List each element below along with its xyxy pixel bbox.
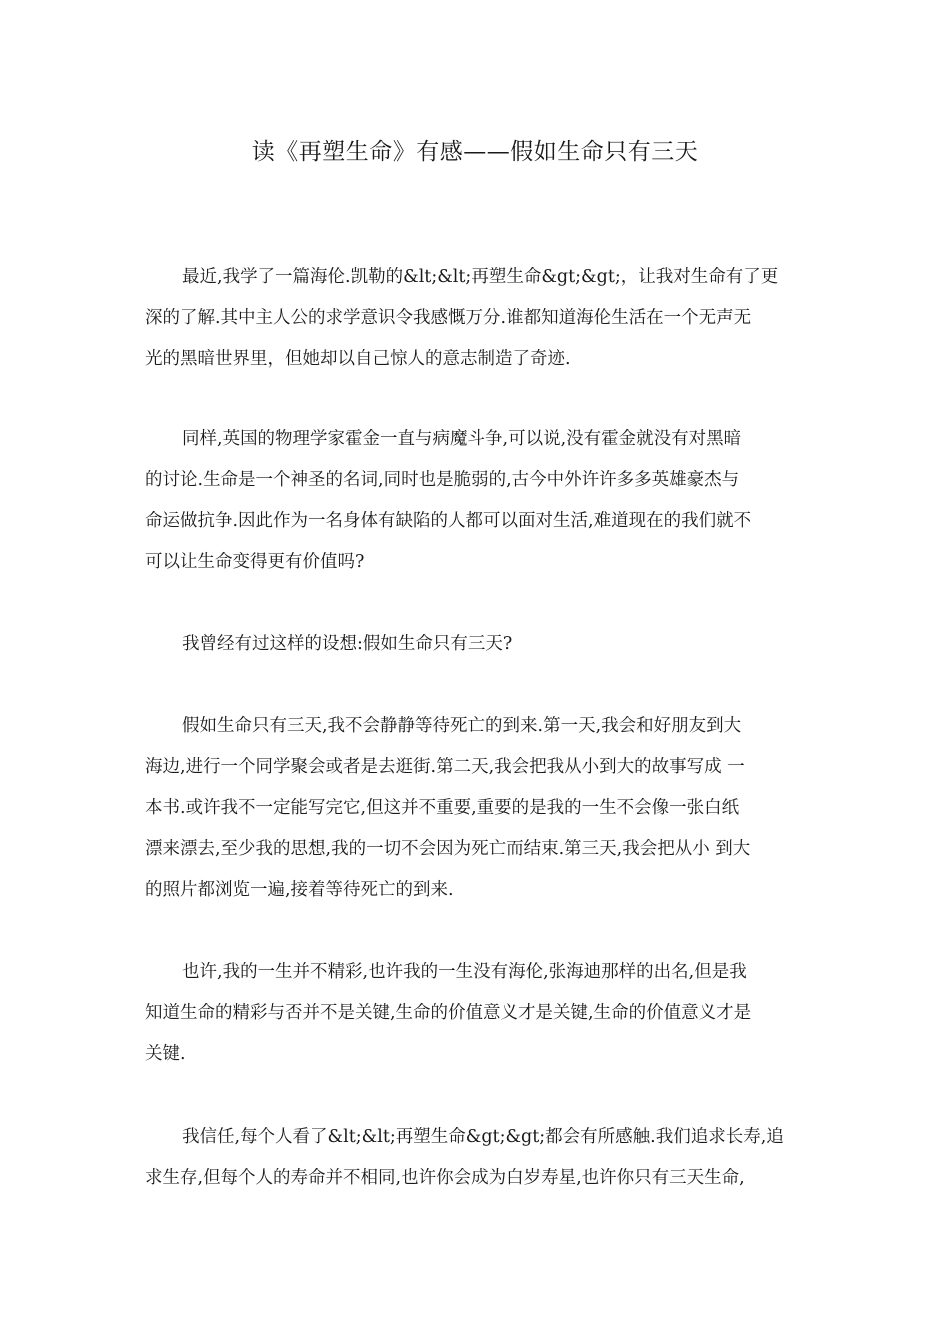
paragraph-line: 最近,我学了一篇海伦.凯勒的&lt;&lt;再塑生命&gt;&gt;，让我对生命有了更 <box>182 267 779 287</box>
paragraph-line: 本书.或许我不一定能写完它,但这并不重要,重要的是我的一生不会像一张白纸 <box>145 798 740 818</box>
paragraph-line: 海边,进行一个同学聚会或者是去逛街.第二天,我会把我从小到大的故事写成 一 <box>145 757 745 777</box>
paragraph-line: 的照片都浏览一遍,接着等待死亡的到来. <box>145 880 454 900</box>
paragraph-line: 假如生命只有三天,我不会静静等待死亡的到来.第一天,我会和好朋友到大 <box>182 716 742 736</box>
paragraph-line: 求生存,但每个人的寿命并不相同,也许你会成为白岁寿星,也许你只有三天生命, <box>145 1168 745 1188</box>
paragraph-line: 光的黑暗世界里，但她却以自己惊人的意志制造了奇迹. <box>145 349 571 369</box>
paragraph-line: 同样,英国的物理学家霍金一直与病魔斗争,可以说,没有霍金就没有对黑暗 <box>182 429 742 449</box>
document-title: 读《再塑生命》有感——假如生命只有三天 <box>251 139 699 165</box>
paragraph-6 <box>145 1117 810 1199</box>
paragraph-3 <box>145 624 810 665</box>
paragraph-line: 关键. <box>145 1044 186 1064</box>
paragraph-line: 知道生命的精彩与否并不是关键,生命的价值意义才是关键,生命的价值意义才是 <box>145 1003 752 1023</box>
paragraph-1 <box>145 257 810 380</box>
paragraph-line: 我曾经有过这样的设想:假如生命只有三天? <box>182 634 513 654</box>
paragraph-line: 深的了解.其中主人公的求学意识令我感慨万分.谁都知道海伦生活在一个无声无 <box>145 308 752 328</box>
paragraph-line: 也许,我的一生并不精彩,也许我的一生没有海伦,张海迪那样的出名,但是我 <box>182 962 747 982</box>
paragraph-line: 的讨论.生命是一个神圣的名词,同时也是脆弱的,古今中外许许多多英雄豪杰与 <box>145 470 740 490</box>
paragraph-line: 我信任,每个人看了&lt;&lt;再塑生命&gt;&gt;都会有所感触.我们追求长寿,追 <box>182 1127 784 1147</box>
paragraph-4 <box>145 706 810 911</box>
paragraph-line: 可以让生命变得更有价值吗? <box>145 552 365 572</box>
paragraph-2 <box>145 419 810 583</box>
paragraph-line: 命运做抗争.因此作为一名身体有缺陷的人都可以面对生活,难道现在的我们就不 <box>145 511 752 531</box>
paragraph-line: 漂来漂去,至少我的思想,我的一切不会因为死亡而结束.第三天,我会把从小 到大 <box>145 839 751 859</box>
paragraph-5 <box>145 952 810 1075</box>
